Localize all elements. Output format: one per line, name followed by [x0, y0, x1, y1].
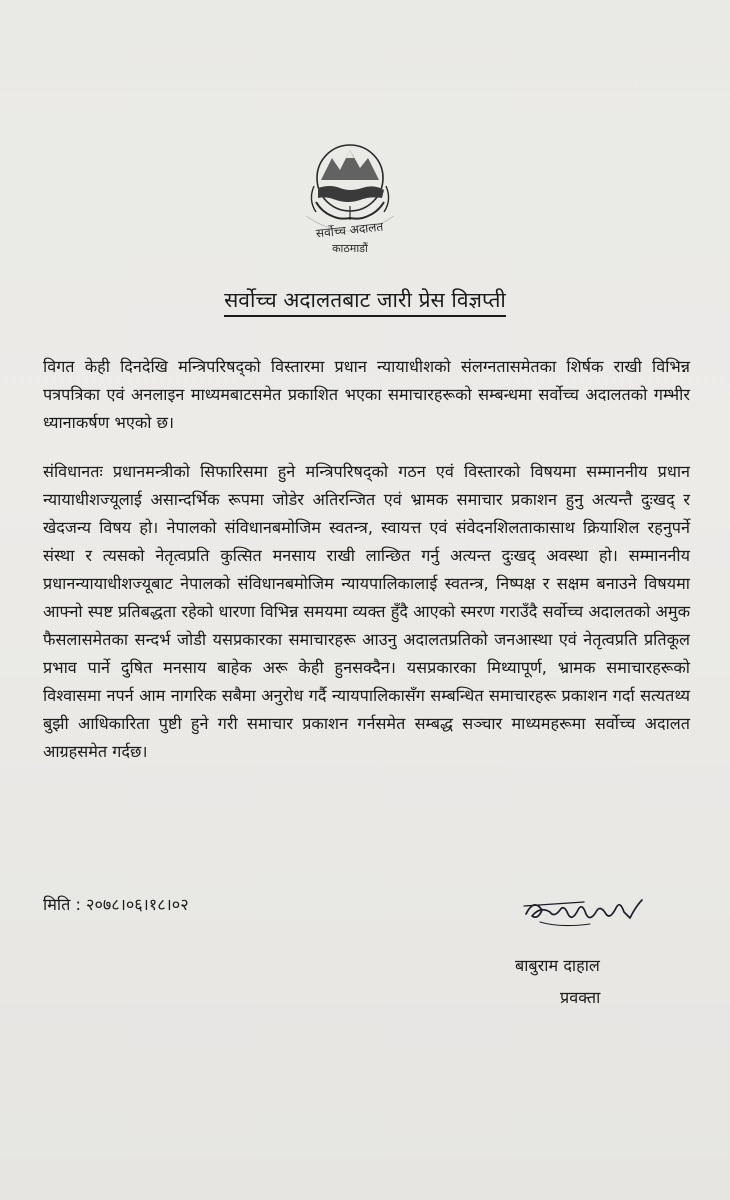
emblem-text-top: सर्वोच्च अदालत — [315, 219, 384, 241]
issue-date: मिति : २०७८।०६।१८।०२ — [43, 895, 189, 914]
paragraph-intro: विगत केही दिनदेखि मन्त्रिपरिषद्को विस्तारमा प्रधान न्यायाधीशको संलग्नतासमेतका शिर्षक राखी विभिन्न पत्रपत्रिका एवं अनलाइन माध्यमबाटसमेत प्रकाशित भएका समाचारहरूको सम्बन्धमा सर्वोच्च अदालतको गम्भीर ध्यानाकर्षण भएको छ। — [43, 357, 690, 432]
signer-name: बाबुराम दाहाल — [515, 956, 600, 975]
document-title-text: सर्वोच्च अदालतबाट जारी प्रेस विज्ञप्ती — [224, 288, 506, 317]
document-title — [0, 283, 730, 317]
signer-role: प्रवक्ता — [560, 988, 601, 1007]
supreme-court-emblem-icon — [288, 128, 418, 258]
handwritten-signature — [520, 892, 650, 938]
paragraph-main: संविधानतः प्रधानमन्त्रीको सिफारिसमा हुने मन्त्रिपरिषद्को गठन एवं विस्तारको विषयमा सम्माननीय प्रधान न्यायाधीशज्यूलाई असान्दर्भिक रूपमा जोडेर अतिरन्जित एवं भ्रामक समाचार प्रकाशन हुनु अत्यन्तै दुःखद् र खेदजन्य विषय हो। नेपालको संविधानबमोजिम स्वतन्त्र, स्वायत्त एवं संवेदनशिलताकासाथ क्रियाशिल रहनुपर्ने संस्था र त्यसको नेतृत्वप्रति कुत्सित मनसाय राखी लान्छित गर्नु अत्यन्त दुःखद् अवस्था हो। सम्माननीय प्रधानन्यायाधीशज्यूबाट नेपालको संविधानबमोजिम न्यायपालिकालाई स्वतन्त्र, निष्पक्ष र सक्षम बनाउने विषयमा आफ्नो स्पष्ट प्रतिबद्धता रहेको धारणा विभिन्न समयमा व्यक्त हुँदै आएको स्मरण गराउँदै सर्वोच्च अदालतको अमुक फैसलासमेतका सन्दर्भ जोडी यसप्रकारका समाचारहरू आउनु अदालतप्रतिको जनआस्था एवं नेतृत्वप्रति प्रतिकूल प्रभाव पार्ने दुषित मनसाय बाहेक अरू केही हुनसक्दैन। यसप्रकारका मिथ्यापूर्ण, भ्रामक समाचारहरूको विश्वासमा नपर्न आम नागरिक सबैमा अनुरोध गर्दै न्यायपालिकासँग सम्बन्धित समाचारहरू प्रकाशन गर्दा सत्यतथ्य बुझी आधिकारिता पुष्टी हुने गरी समाचार प्रकाशन गर्नसमेत सम्बद्ध सञ्चार माध्यमहरूमा सर्वोच्च अदालत आग्रहसमेत गर्दछ। — [43, 462, 690, 761]
emblem-text-bottom: काठमाडौं — [332, 242, 368, 255]
